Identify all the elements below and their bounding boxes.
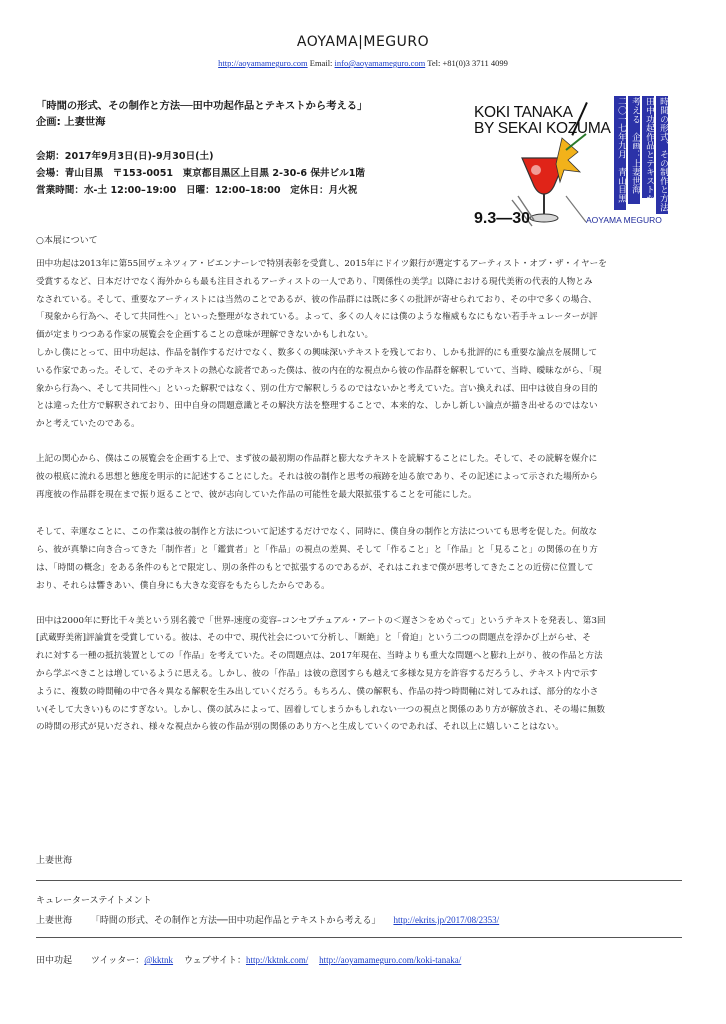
email-label: Email: — [309, 58, 333, 68]
text-line: おり、それらは響きあい、僕自身にも大きな変容をもたらしたからである。 — [36, 580, 330, 591]
text-line: 再度彼の作品群を現在まで振り返ることで、彼が志向していた作品の可能性を最大限拡張することを可能にした。 — [36, 489, 477, 500]
gallery-name: AOYAMA|MEGURO — [296, 34, 430, 50]
exhibition-venue: 会場：青山目黒 〒153-0051 東京都目黒区上目黒 2-30-6 保井ビル1階 — [36, 168, 365, 179]
poster-title-line1: KOKI TANAKA — [474, 104, 573, 121]
twitter-link[interactable]: @kktnk — [144, 955, 174, 965]
website-label: ウェブサイト： — [183, 956, 246, 966]
divider — [36, 880, 682, 881]
statement-link[interactable]: http://ekrits.jp/2017/08/2353/ — [393, 915, 500, 925]
poster-vertical-line: 時間の形式、その制作と方法 — [656, 96, 668, 214]
text-line: かと考えていたのである。 — [36, 419, 140, 430]
text-line: 田中は2000年に野比千々美という別名義で「世界-速度の変容–コンセプチュアル・アートの＜遅さ＞をめぐって」というテキストを発表し、第3回 — [36, 615, 606, 626]
exhibition-title: 「時間の形式、その制作と方法──田中功起作品とテキストから考える」 — [36, 100, 368, 112]
exhibition-info — [36, 148, 456, 199]
exhibition-header — [36, 98, 456, 199]
text-line: 象から行為へ、そして共同性へ」といった解釈ではなく、別の仕方で解釈しうるのではないかと考えていた。言い換えれば、田中は彼自身の目的 — [36, 383, 598, 394]
text-line: 受賞するなど、日本だけでなく海外からも最も注目されるアーティストの一人であり、『関係性の美学』以降における現代美術の代表的人物とみ — [36, 276, 593, 287]
statement-title: 「時間の形式、その制作と方法──田中功起作品とテキストから考える」 — [90, 916, 381, 926]
exhibition-period: 会期：2017年9月3日(日)-9月30日(土) — [36, 151, 214, 162]
curator-line: 企画: 上妻世海 — [36, 116, 106, 128]
text-line: しかし僕にとって、田中功起は、作品を制作するだけでなく、数多くの興味深いテキストを残しており、しかも批評的にも重要な論点を展開して — [36, 347, 598, 358]
artist-links — [36, 953, 461, 966]
about-body — [36, 256, 689, 754]
statement-heading: キュレーターステイトメント — [36, 896, 152, 906]
paragraph — [36, 451, 689, 504]
gallery-url-link[interactable]: http://aoyamameguro.com — [218, 58, 308, 68]
text-line: の時間の形式が見いだされ、様々な視点から彼の作品が別の関係のあり方へと生成していくのであれば、それ以上に嬉しいことはない。 — [36, 722, 564, 733]
artist-name: 田中功起 — [36, 956, 73, 966]
text-line: とは違った仕方で解釈されており、田中自身の問題意識とその解決方法を整理することで、本来的な、しかし新しい論点が描き出せるのではない — [36, 401, 598, 412]
text-line: ら、彼が真摯に向き合ってきた「制作者」と「鑑賞者」と「作品」の視点の差異、そして「作ること」と「作品」と「見ること」の関係の在り方 — [36, 545, 598, 556]
gallery-page-link[interactable]: http://aoyamameguro.com/koki-tanaka/ — [319, 955, 462, 965]
email-link[interactable]: info@aoyamameguro.com — [334, 58, 426, 68]
contact-line — [0, 58, 726, 68]
text-line: 彼の根底に流れる思想と態度を明示的に記述することにした。それは彼の制作と思考の痕跡を辿る旅であり、その記述によって示された場所から — [36, 471, 598, 482]
paragraph — [36, 524, 689, 595]
signature: 上妻世海 — [36, 856, 73, 866]
text-line: なされている。そして、重要なアーティストには当然のことであるが、彼の作品群には既に多くの批評が寄せられており、その中で多くの場合、 — [36, 294, 597, 305]
text-line: いる作家であった。そして、そのテキストの熱心な読者であった僕は、彼の内在的な視点から彼の作品群を解釈していて、当時、曖昧ながら、「現 — [36, 365, 602, 376]
tel-text: Tel: +81(0)3 3711 4099 — [427, 58, 508, 68]
paragraph — [36, 256, 689, 434]
statement-author: 上妻世海 — [36, 916, 73, 926]
poster-dates: 9.3—30 — [474, 210, 531, 227]
text-line: から学ぶべきことは増しているように思える。しかし、彼の「作品」は彼の意図すらも越えて多様な見方を許容するだろうし、テキスト内で示す — [36, 668, 598, 679]
poster-title-line2: BY SEKAI KOZUMA — [474, 120, 611, 137]
divider — [36, 937, 682, 938]
text-line: 田中功起は2013年に第55回ヴェネツィア・ビエンナーレで特別表彰を受賞し、2015年にドイツ銀行が選定するアーティスト・オブ・ザ・イヤーを — [36, 259, 607, 269]
twitter-label: ツイッター： — [90, 956, 145, 966]
text-line: そして、幸運なことに、この作業は彼の制作と方法について記述するだけでなく、同時に、僕自身の制作と方法についても思考を促した。何故な — [36, 527, 598, 538]
poster-vertical-line: 二〇一七年九月 青山目黒 — [614, 96, 626, 210]
text-line: れに対する一種の抵抗装置としての「作品」を考えていた。その問題点は、2017年現在、当時よりも重大な問題へと膨れ上がり、彼の作品と方法 — [36, 651, 603, 662]
text-line: [武蔵野美術]評論賞を受賞している。彼は、その中で、現代社会について分析し、「断絶」と「脅迫」という二つの問題点を浮かび上がらせ、そ — [36, 633, 591, 644]
poster-vertical-line: 考える 企画：上妻世海 — [628, 96, 640, 204]
paragraph — [36, 613, 689, 738]
exhibition-poster — [468, 96, 682, 234]
poster-vertical-line: 田中功起作品とテキストから — [642, 96, 654, 198]
website-link[interactable]: http://kktnk.com/ — [245, 955, 309, 965]
poster-venue: AOYAMA MEGURO — [586, 215, 662, 225]
text-line: 上記の関心から、僕はこの展覧会を企画する上で、まず彼の最初期の作品群と膨大なテキストを読解することにした。そして、その読解を媒介に — [36, 453, 598, 464]
text-line: は、「時間の概念」をある条件のもとで限定し、別の条件のもとで拡張するのであるが、それはこれまで僕が思考してきたことの近傍に位置して — [36, 562, 594, 573]
statement-line — [36, 913, 499, 926]
text-line: ように、複数の時間軸の中で各々異なる解釈を生み出していくだろう。もちろん、僕の解釈も、作品の持つ時間軸に対してみれば、部分的な小さ — [36, 686, 599, 697]
text-line: い(そして大きい)ものにすぎない。しかし、僕の試みによって、固着してしまうかもしれない一つの視点と関係のあり方が解放され、その場に無数 — [36, 704, 605, 715]
text-line: 「現象から行為へ、そして共同性へ」といった整理がなされている。よって、多くの人々には僕のような権威もなにもない若手キュレーターが評 — [36, 312, 598, 323]
about-heading: ○本展について — [36, 236, 98, 246]
text-line: 価が定まりつつある作家の展覧会を企画することの意味が理解できないかもしれない。 — [36, 330, 374, 341]
exhibition-hours: 営業時間：水-土 12:00–19:00 日曜：12:00–18:00 定休日：月火祝 — [36, 185, 358, 196]
poster-vertical-text — [614, 96, 668, 214]
